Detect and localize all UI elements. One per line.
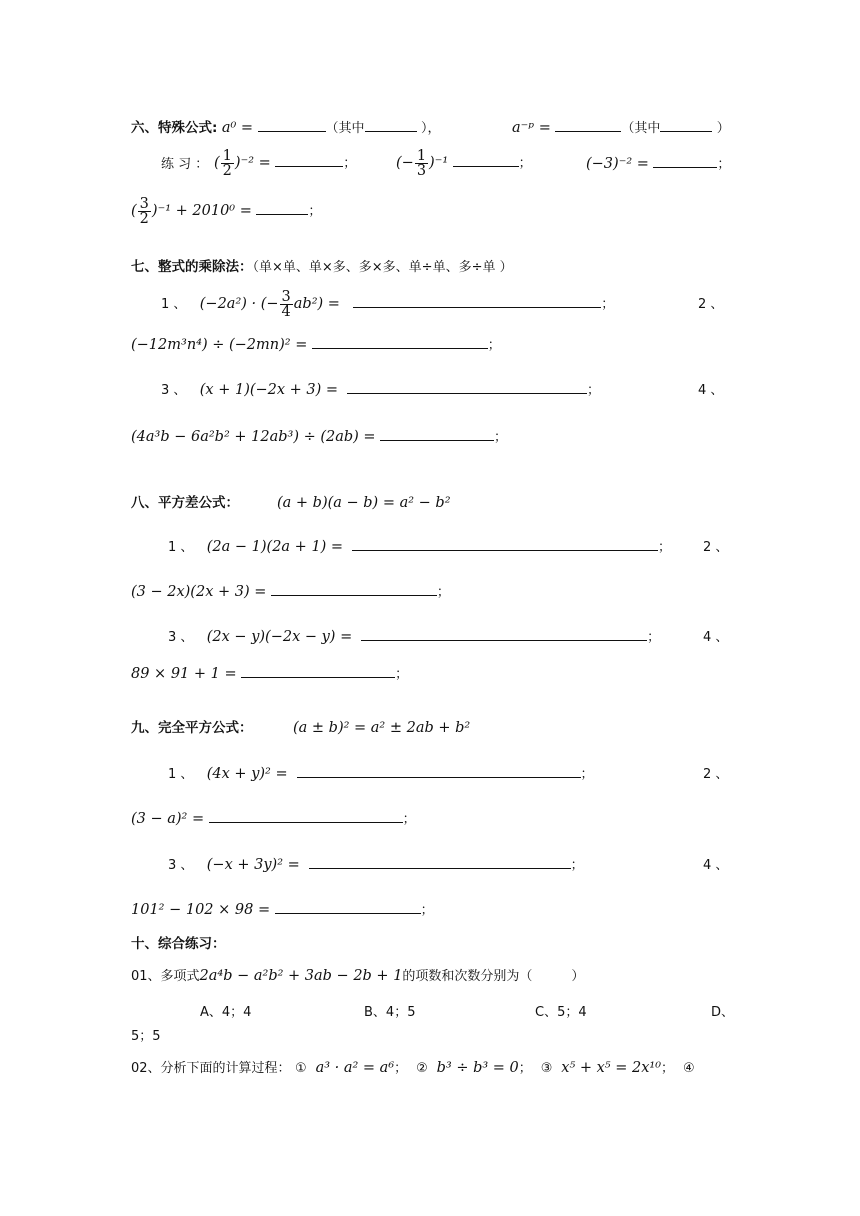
s8-item-2-label: 2 、 — [703, 540, 729, 555]
blank-line — [555, 118, 621, 132]
practice-2: (− $\frac{1}{3}$ )⁻¹ ； — [396, 147, 532, 179]
section-6-heading: 六、特殊公式: — [131, 120, 218, 136]
option-b: B、4；5 — [364, 1005, 416, 1020]
practice-label: 练 习 ： — [161, 157, 209, 172]
answer-blank — [353, 294, 601, 308]
s7-item-4-label: 4 、 — [698, 383, 724, 398]
s9-item-2-label: 2 、 — [703, 767, 729, 782]
s9-item-4: 101² − 102 × 98 = ； — [131, 902, 434, 918]
answer-blank — [297, 764, 581, 778]
blank-line — [660, 118, 712, 132]
answer-blank — [241, 664, 395, 678]
section-6-formula2: a⁻ᵖ = （其中 ） — [512, 120, 730, 136]
s8-item-4: 89 × 91 + 1 = ； — [131, 666, 409, 682]
perfect-square-formula: (a ± b)² = a² ± 2ab + b² — [293, 720, 471, 736]
answer-blank — [380, 427, 494, 441]
section-10-heading-row — [131, 934, 226, 954]
answer-blank — [361, 627, 647, 641]
blank-line — [365, 118, 417, 132]
answer-blank — [309, 855, 571, 869]
s8-item-3: 3 、 (2x − y)(−2x − y) = ； — [168, 629, 661, 645]
question-02: 02、分析下面的计算过程： ① a³ · a² = a⁶； ② b³ ÷ b³ = 0； ③ x⁵ + x⁵ = 2x¹⁰； ④ — [131, 1060, 695, 1076]
s9-item-1: 1 、 (4x + y)² = ； — [168, 766, 594, 782]
s7-item-2: (−12m³n⁴) ÷ (−2mn)² = ； — [131, 337, 501, 353]
blank-line — [275, 153, 343, 167]
blank-line — [256, 201, 308, 215]
s9-item-3: 3 、 (−x + 3y)² = ； — [168, 857, 584, 873]
practice-4: ( $\frac{3}{2}$ )⁻¹ + 2010⁰ = ； — [131, 195, 322, 227]
section-7-heading-row: 七、整式的乘除法：（单×单、单×多、多×多、单÷单、多÷单 ） — [131, 259, 513, 275]
option-c: C、5；4 — [535, 1005, 587, 1020]
section-7-heading: 七、整式的乘除法： — [131, 259, 253, 275]
option-a: A、4；4 — [200, 1005, 252, 1020]
s7-item-2-label: 2 、 — [698, 297, 724, 312]
answer-blank — [271, 582, 437, 596]
section-10-heading: 十、综合练习： — [131, 936, 226, 952]
answer-blank — [275, 900, 421, 914]
option-d-value: 5；5 — [131, 1029, 161, 1044]
practice-1: ( $\frac{1}{2}$ )⁻² = ； — [214, 147, 357, 179]
section-9-heading: 九、完全平方公式： — [131, 720, 253, 736]
s7-item-1: 1 、 (−2a²) · (− $\frac{3}{4}$ ab²) = ； — [161, 288, 615, 320]
formula-zero-power: a⁰ = — [221, 120, 254, 136]
s9-item-2: (3 − a)² = ； — [131, 811, 416, 827]
blank-line — [258, 118, 326, 132]
section-9-heading-row — [131, 718, 253, 738]
answer-blank — [312, 335, 488, 349]
s8-item-2: (3 − 2x)(2x + 3) = ； — [131, 584, 450, 600]
option-d: D、 — [711, 1005, 735, 1020]
section-8-heading: 八、平方差公式： — [131, 495, 239, 511]
section-6-line1: 六、特殊公式: a⁰ = （其中 ）， — [131, 120, 441, 136]
s9-item-4-label: 4 、 — [703, 858, 729, 873]
answer-blank — [347, 380, 587, 394]
blank-line — [453, 153, 519, 167]
s8-item-4-label: 4 、 — [703, 630, 729, 645]
answer-blank — [352, 537, 658, 551]
answer-blank — [209, 809, 403, 823]
s7-item-3: 3 、 (x + 1)(−2x + 3) = ； — [161, 382, 600, 398]
practice-3: (−3)⁻² = ； — [586, 156, 731, 172]
difference-of-squares-formula: (a + b)(a − b) = a² − b² — [277, 495, 451, 511]
question-01: 01、多项式2a⁴b − a²b² + 3ab − 2b + 1的项数和次数分别为（ ） — [131, 968, 585, 984]
s8-item-1: 1 、 (2a − 1)(2a + 1) = ； — [168, 539, 672, 555]
blank-line — [653, 154, 717, 168]
formula-negative-power: a⁻ᵖ = — [512, 120, 551, 136]
section-8-heading-row — [131, 493, 239, 513]
s7-item-4: (4a³b − 6a²b² + 12ab³) ÷ (2ab) = ； — [131, 429, 508, 445]
